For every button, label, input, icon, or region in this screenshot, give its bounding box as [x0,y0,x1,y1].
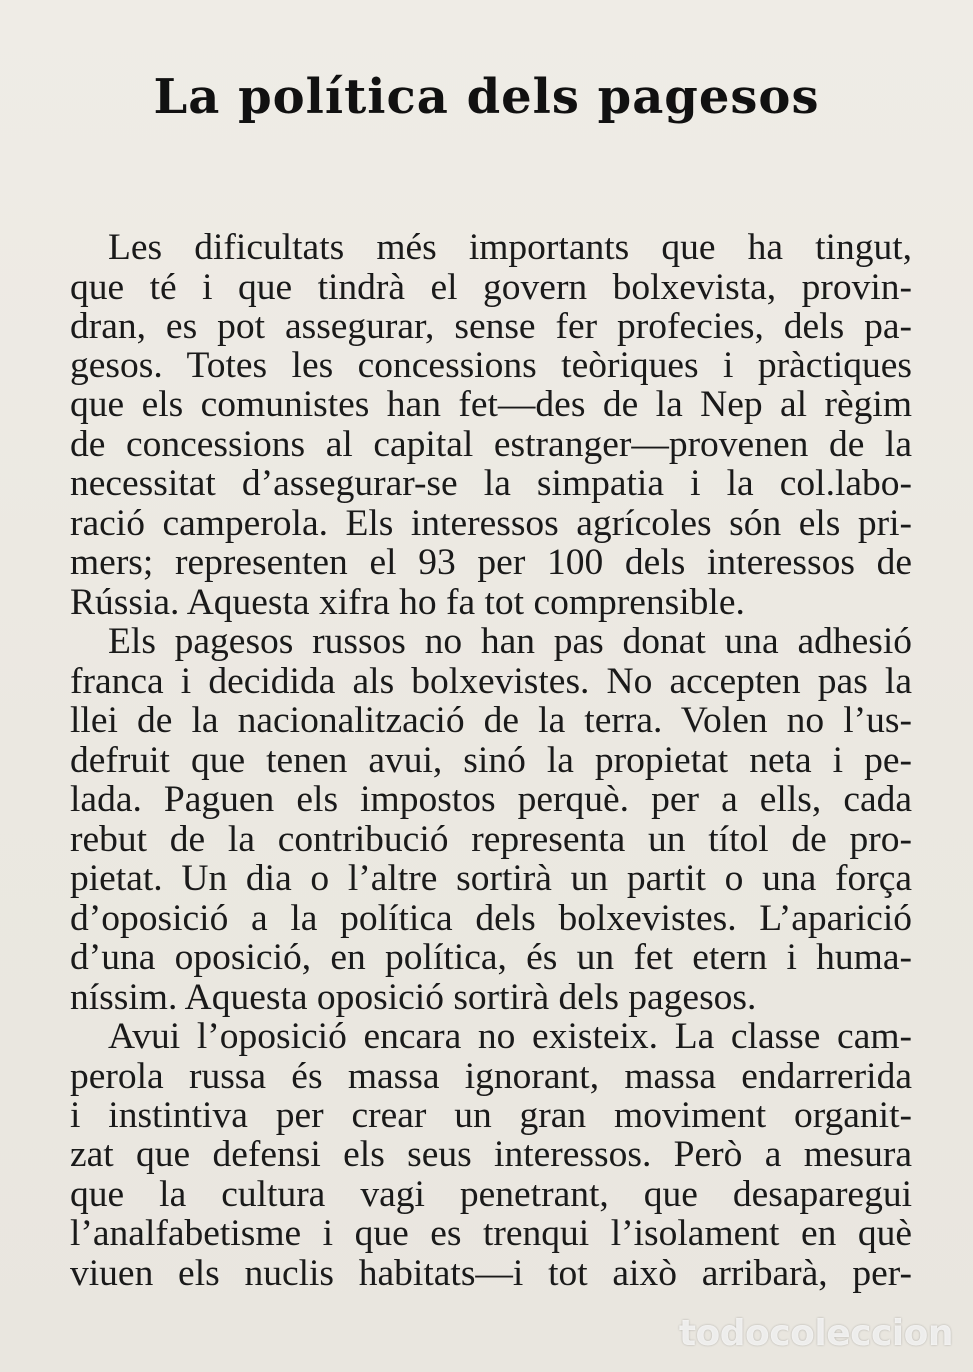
chapter-title: La política dels pagesos [153,69,820,125]
text-line: perola russa és massa ignorant, massa endarrerida [70,1056,912,1097]
text-line: rebut de la contribució representa un títol de pro- [70,819,912,860]
text-line: pietat. Un dia o l’altre sortirà un partit o una força [70,858,912,899]
text-line: Rússia. Aquesta xifra ho fa tot comprensible. [70,582,745,623]
text-line: franca i decidida als bolxevistes. No accepten pas la [70,661,912,702]
text-line: que té i que tindrà el govern bolxevista, provin- [70,267,912,308]
text-line: ració camperola. Els interessos agrícoles són els pri- [70,503,912,544]
text-line: i instintiva per crear un gran moviment organit- [70,1095,912,1136]
text-line: d’oposició a la política dels bolxevistes. L’aparició [70,898,912,939]
watermark-logo: todocoleccion [678,1313,953,1354]
text-line: lada. Paguen els impostos perquè. per a ells, cada [70,779,912,820]
text-line: que la cultura vagi penetrant, que desaparegui [70,1174,912,1215]
text-line: mers; representen el 93 per 100 dels interessos de [70,542,912,583]
text-line: níssim. Aquesta oposició sortirà dels pagesos. [70,977,757,1018]
text-line: Les dificultats més importants que ha tingut, [108,227,912,268]
text-line: de concessions al capital estranger—provenen de la [70,424,912,465]
text-line: d’una oposició, en política, és un fet etern i huma- [70,937,912,978]
text-line: dran, es pot assegurar, sense fer profecies, dels pa- [70,306,912,347]
text-line: viuen els nuclis habitats—i tot això arribarà, per- [70,1253,912,1294]
text-line: Avui l’oposició encara no existeix. La classe cam- [108,1016,912,1057]
text-line: defruit que tenen avui, sinó la propietat neta i pe- [70,740,912,781]
text-line: necessitat d’assegurar-se la simpatia i la col.labo- [70,463,912,504]
text-line: llei de la nacionalització de la terra. Volen no l’us- [70,700,912,741]
text-line: zat que defensi els seus interessos. Però a mesura [70,1134,912,1175]
text-line: gesos. Totes les concessions teòriques i pràctiques [70,345,912,386]
text-line: Els pagesos russos no han pas donat una adhesió [108,621,912,662]
text-line: que els comunistes han fet—des de la Nep al règim [70,384,912,425]
text-line: l’analfabetisme i que es trenqui l’isolament en què [70,1213,912,1254]
